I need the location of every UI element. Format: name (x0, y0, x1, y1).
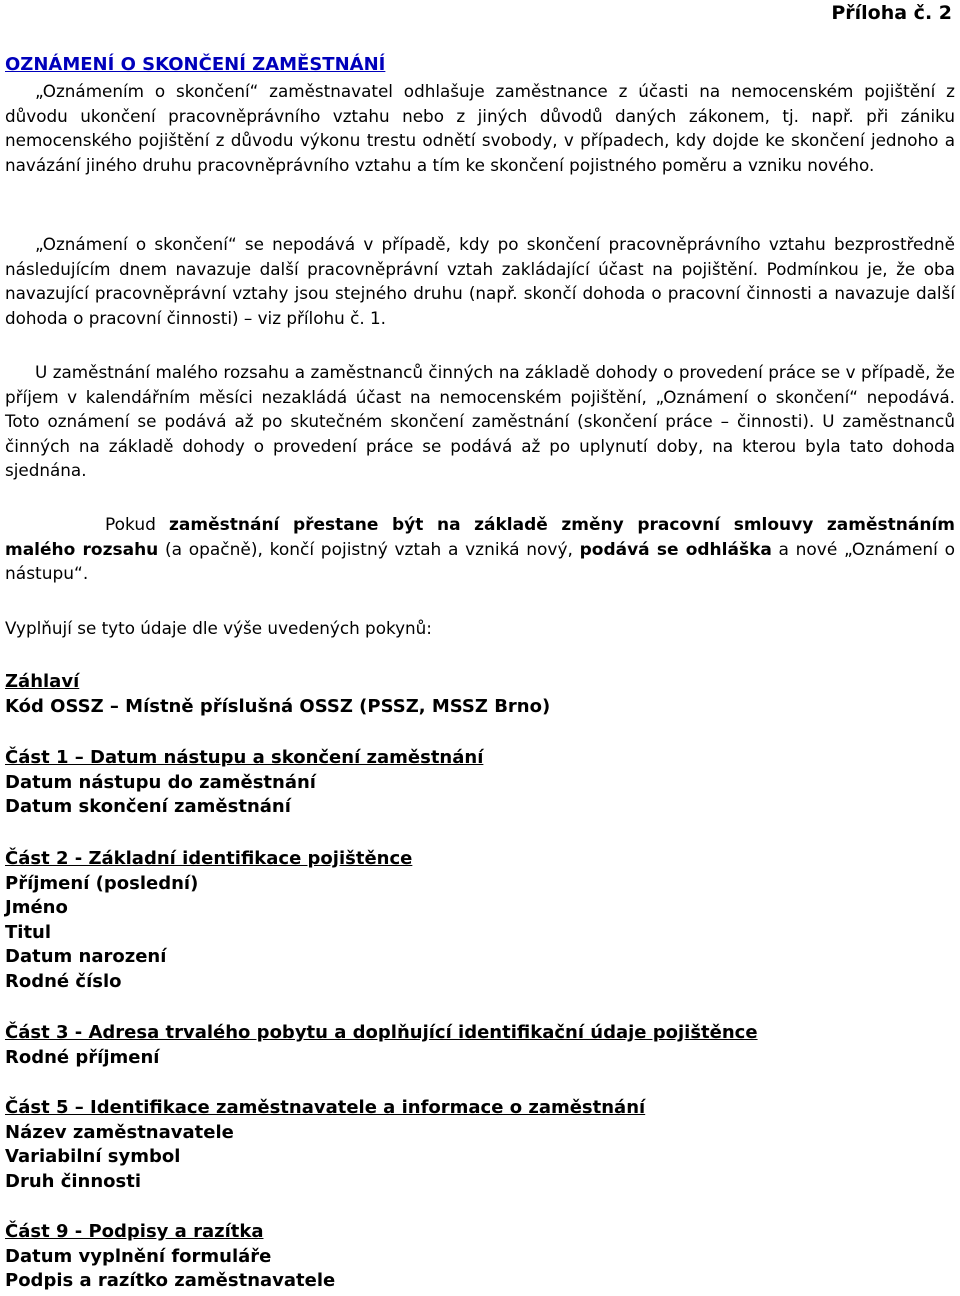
section-item: Rodné příjmení (5, 1046, 160, 1068)
section-item: Název zaměstnavatele (5, 1121, 234, 1143)
section-heading: Část 5 – Identifikace zaměstnavatele a informace o zaměstnání (5, 1097, 646, 1118)
section-item: Datum nástupu do zaměstnání (5, 771, 316, 793)
section-part-1 (5, 746, 483, 820)
paragraph-text: (a opačně), končí pojistný vztah a vzniká nový, (158, 539, 580, 560)
paragraph-contract-change (5, 513, 955, 587)
section-part-2 (5, 847, 412, 994)
section-header (5, 670, 550, 719)
paragraph-not-submitted (5, 232, 955, 330)
emphasis-text: podává se odhláška (579, 539, 772, 560)
paragraph-text: U zaměstnání malého rozsahu a zaměstnanců činných na základě dohody o provedení práce se v případě, že příjem v kalendářním měsíci nezakládá účast na nemocenském pojištění, „Oznámení o skončení“ nepodává. Toto oznámení se podává až po skutečném skončení zaměstnání (skončení práce – činnosti). U zaměstnanců činných na základě dohody o provedení práce se podává až po uplynutí doby, na kterou byla tato dohoda sjednána. (5, 362, 955, 480)
paragraph-text: „Oznámení o skončení“ se nepodává v případě, kdy po skončení pracovněprávního vztahu bezprostředně následujícím dnem navazuje další pracovněprávní vztah zakládající účast na pojištění. Podmínkou je, že oba navazující pracovněprávní vztahy jsou stejného druhu (např. skončí dohoda o pracovní činnosti a navazuje další dohoda o pracovní činnosti) – viz přílohu č. 1. (5, 234, 955, 328)
emphasis-text: zaměstnání přestane být na základě změny pracovní smlouvy zaměstnáním malého rozsahu (5, 515, 955, 560)
instruction-line: Vyplňují se tyto údaje dle výše uvedených pokynů: (5, 618, 432, 638)
section-heading: Část 1 – Datum nástupu a skončení zaměstnání (5, 747, 484, 768)
paragraph-text: „Oznámením o skončení“ zaměstnavatel odhlašuje zaměstnance z účasti na nemocenském pojištění z důvodu ukončení pracovněprávního vztahu nebo z jiných důvodů daných zákonem, tj. např. při zániku nemocenského pojištění z důvodu výkonu trestu odnětí svobody, v případech, kdy dojde ke skončení jednoho a navázání jiného druhu pracovněprávního vztahu a tím ke skončení pojistného poměru a vzniku nového. (5, 81, 955, 175)
paragraph-termination-purpose (5, 79, 955, 177)
section-item: Jméno (5, 897, 68, 918)
section-heading: Část 9 - Podpisy a razítka (5, 1221, 264, 1242)
section-item: Titul (5, 921, 52, 943)
section-heading: Záhlaví (5, 671, 80, 692)
section-heading: Část 2 - Základní identifikace pojištěnce (5, 848, 413, 869)
section-item: Rodné číslo (5, 970, 122, 992)
section-part-5 (5, 1096, 645, 1194)
section-item: Variabilní symbol (5, 1146, 181, 1167)
section-item: Podpis a razítko zaměstnavatele (5, 1270, 336, 1291)
section-item: Datum skončení zaměstnání (5, 796, 291, 817)
section-part-3 (5, 1021, 758, 1070)
document-title: OZNÁMENÍ O SKONČENÍ ZAMĚSTNÁNÍ (5, 54, 386, 75)
section-item: Datum vyplnění formuláře (5, 1245, 272, 1267)
paragraph-small-scale-employment (5, 360, 955, 483)
annex-label: Příloha č. 2 (831, 2, 952, 24)
section-item: Příjmení (poslední) (5, 872, 199, 894)
section-item: Druh činnosti (5, 1170, 142, 1192)
section-item: Datum narození (5, 946, 167, 967)
paragraph-text: a nové „Oznámení o nástupu“. (5, 539, 955, 584)
section-part-9 (5, 1220, 335, 1294)
paragraph-text: Pokud (105, 515, 170, 535)
section-item: Kód OSSZ – Místně příslušná OSSZ (PSSZ, MSSZ Brno) (5, 695, 551, 717)
section-heading: Část 3 - Adresa trvalého pobytu a doplňující identifikační údaje pojištěnce (5, 1022, 758, 1043)
